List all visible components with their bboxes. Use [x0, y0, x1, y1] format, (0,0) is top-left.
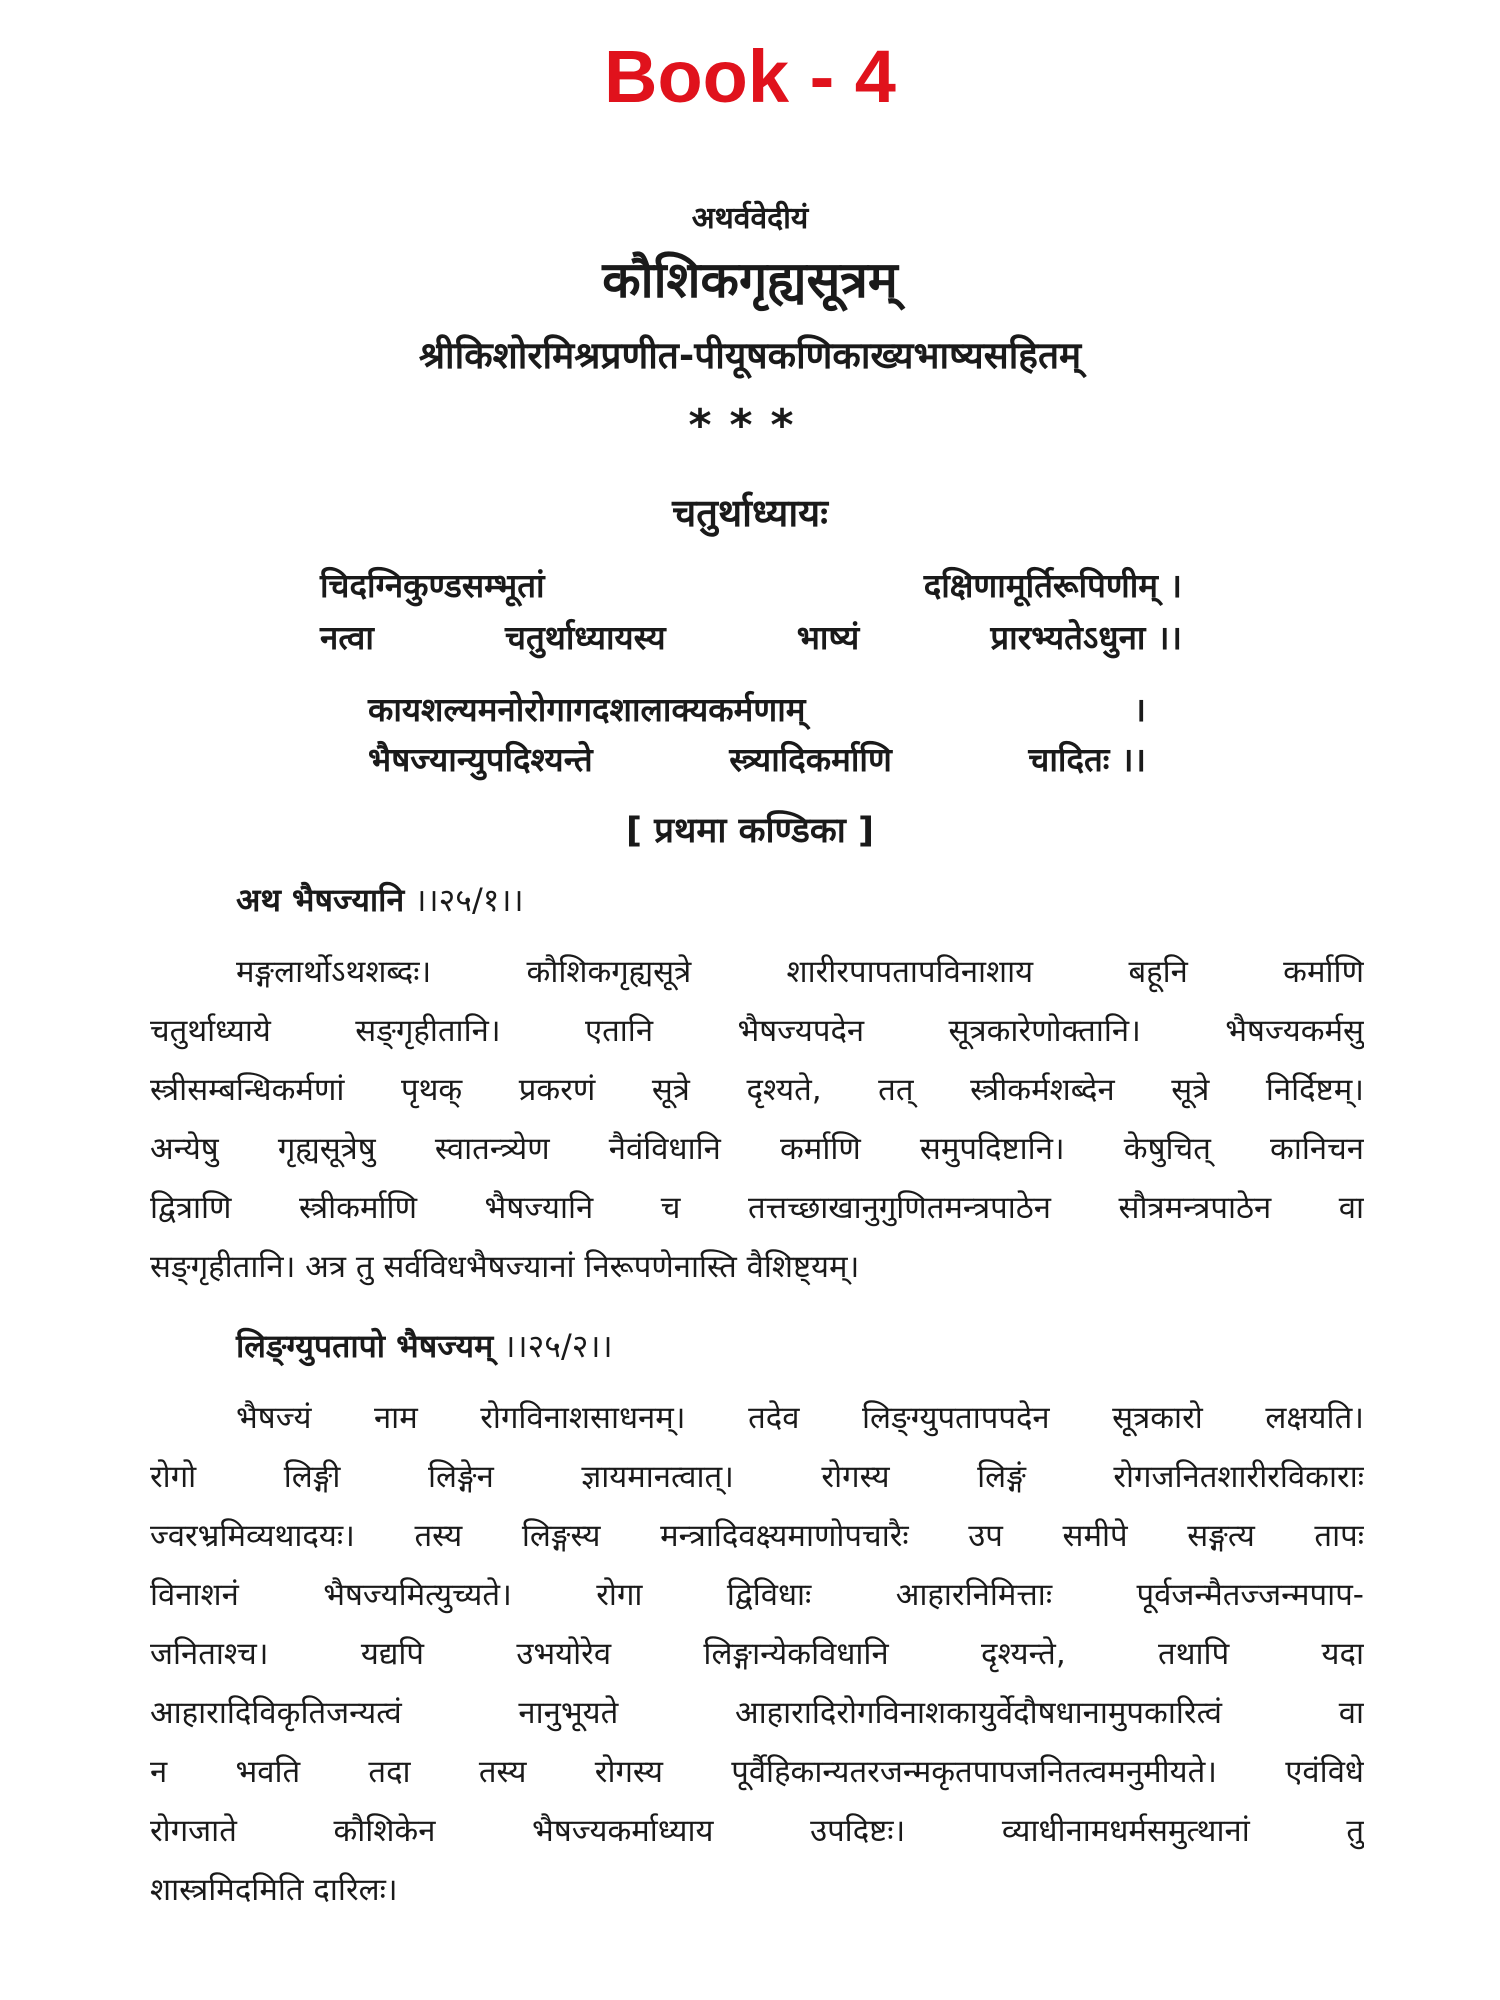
- page-subtitle: श्रीकिशोरमिश्रप्रणीत-पीयूषकणिकाख्यभाष्यसहितम्: [418, 334, 1082, 377]
- verse-segment: कायशल्यमनोरोगागदशालाक्यकर्मणाम्: [368, 690, 806, 729]
- text-line: विनाशनं भैषज्यमित्युच्यते। रोगा द्विविधाः आहारनिमित्ताः पूर्वजन्मैतज्जन्मपाप-: [150, 1577, 1364, 1613]
- veda-title: अथर्ववेदीयं: [691, 201, 809, 236]
- text-line: सङ्गृहीतानि। अत्र तु सर्वविधभैषज्यानां निरूपणेनास्ति वैशिष्ट्यम्।: [150, 1249, 860, 1285]
- book-label: Book - 4: [604, 35, 896, 118]
- sutra-text: लिङ्ग्युपतापो भैषज्यम्: [236, 1327, 494, 1365]
- sutra-line: [236, 1324, 613, 1367]
- verse-line: [368, 736, 1146, 781]
- text-line: चतुर्थाध्याये सङ्गृहीतानि। एतानि भैषज्यपदेन सूत्रकारेणोक्तानि। भैषज्यकर्मसु: [150, 1013, 1364, 1049]
- verse-segment: चादितः ।।: [1028, 740, 1146, 779]
- text-line: न भवति तदा तस्य रोगस्य पूर्वैहिकान्यतरजन्मकृतपापजनितत्वमनुमीयते। एवंविधे: [150, 1754, 1364, 1790]
- sutra-number: ।।२५/१।।: [414, 881, 524, 919]
- text-line: रोगो लिङ्गी लिङ्गेन ज्ञायमानत्वात्। रोगस्य लिङ्गं रोगजनितशारीरविकाराः: [150, 1459, 1364, 1495]
- text-line: मङ्गलार्थोऽथशब्दः। कौशिकगृह्यसूत्रे शारीरपापतापविनाशाय बहूनि कर्माणि: [236, 954, 1364, 990]
- ornament-stars: ***: [688, 400, 812, 451]
- verse-segment: भैषज्यान्युपदिश्यन्ते: [368, 740, 593, 779]
- text-line: ज्वरभ्रमिव्यथादयः। तस्य लिङ्गस्य मन्त्रादिवक्ष्यमाणोपचारैः उप समीपे सङ्गत्य तापः: [150, 1518, 1364, 1554]
- text-line: अन्येषु गृह्यसूत्रेषु स्वातन्त्र्येण नैवंविधानि कर्माणि समुपदिष्टानि। केषुचित् कानिचन: [150, 1131, 1364, 1167]
- text-line: शास्त्रमिदमिति दारिलः।: [150, 1872, 398, 1908]
- verse-segment: स्त्र्यादिकर्माणि: [729, 740, 892, 779]
- text-line: भैषज्यं नाम रोगविनाशसाधनम्। तदेव लिङ्ग्युपतापपदेन सूत्रकारो लक्षयति।: [236, 1400, 1364, 1436]
- page-title: कौशिकगृह्यसूत्रम्: [602, 251, 898, 309]
- sutra-line: [236, 878, 524, 921]
- text-line: आहारादिविकृतिजन्यत्वं नानुभूयते आहारादिरोगविनाशकायुर्वेदौषधानामुपकारित्वं वा: [150, 1695, 1364, 1731]
- verse-segment: नत्वा: [320, 618, 374, 657]
- verse-line: [320, 562, 1182, 607]
- commentary-paragraph: [150, 943, 1364, 1297]
- verse-segment: दक्षिणामूर्तिरूपिणीम् ।: [923, 566, 1182, 605]
- sutra-text: अथ भैषज्यानि: [236, 881, 405, 919]
- text-line: स्त्रीसम्बन्धिकर्मणां पृथक् प्रकरणं सूत्रे दृश्यते, तत् स्त्रीकर्मशब्देन सूत्रे निर्दिष्टम्।: [150, 1072, 1364, 1108]
- verse-line: [320, 614, 1182, 659]
- sutra-number: ।।२५/२।।: [503, 1327, 613, 1365]
- verse-segment: ।: [1133, 690, 1146, 729]
- verse-segment: प्रारभ्यतेऽधुना ।।: [990, 618, 1182, 657]
- commentary-paragraph: [150, 1389, 1364, 1920]
- text-line: रोगजाते कौशिकेन भैषज्यकर्माध्याय उपदिष्टः। व्याधीनामधर्मसमुत्थानां तु: [150, 1813, 1364, 1849]
- verse-segment: चिदग्निकुण्डसम्भूतां: [320, 566, 545, 605]
- text-line: जनिताश्च। यद्यपि उभयोरेव लिङ्गान्येकविधानि दृश्यन्ते, तथापि यदा: [150, 1636, 1364, 1672]
- verse-segment: चतुर्थाध्यायस्य: [505, 618, 666, 657]
- verse-line: [368, 686, 1146, 731]
- chapter-heading: चतुर्थाध्यायः: [672, 491, 828, 535]
- verse-segment: भाष्यं: [796, 618, 860, 657]
- text-line: द्वित्राणि स्त्रीकर्माणि भैषज्यानि च तत्तच्छाखानुगुणितमन्त्रपाठेन सौत्रमन्त्रपाठेन वा: [150, 1190, 1364, 1226]
- section-heading: [ प्रथमा कण्डिका ]: [625, 811, 875, 851]
